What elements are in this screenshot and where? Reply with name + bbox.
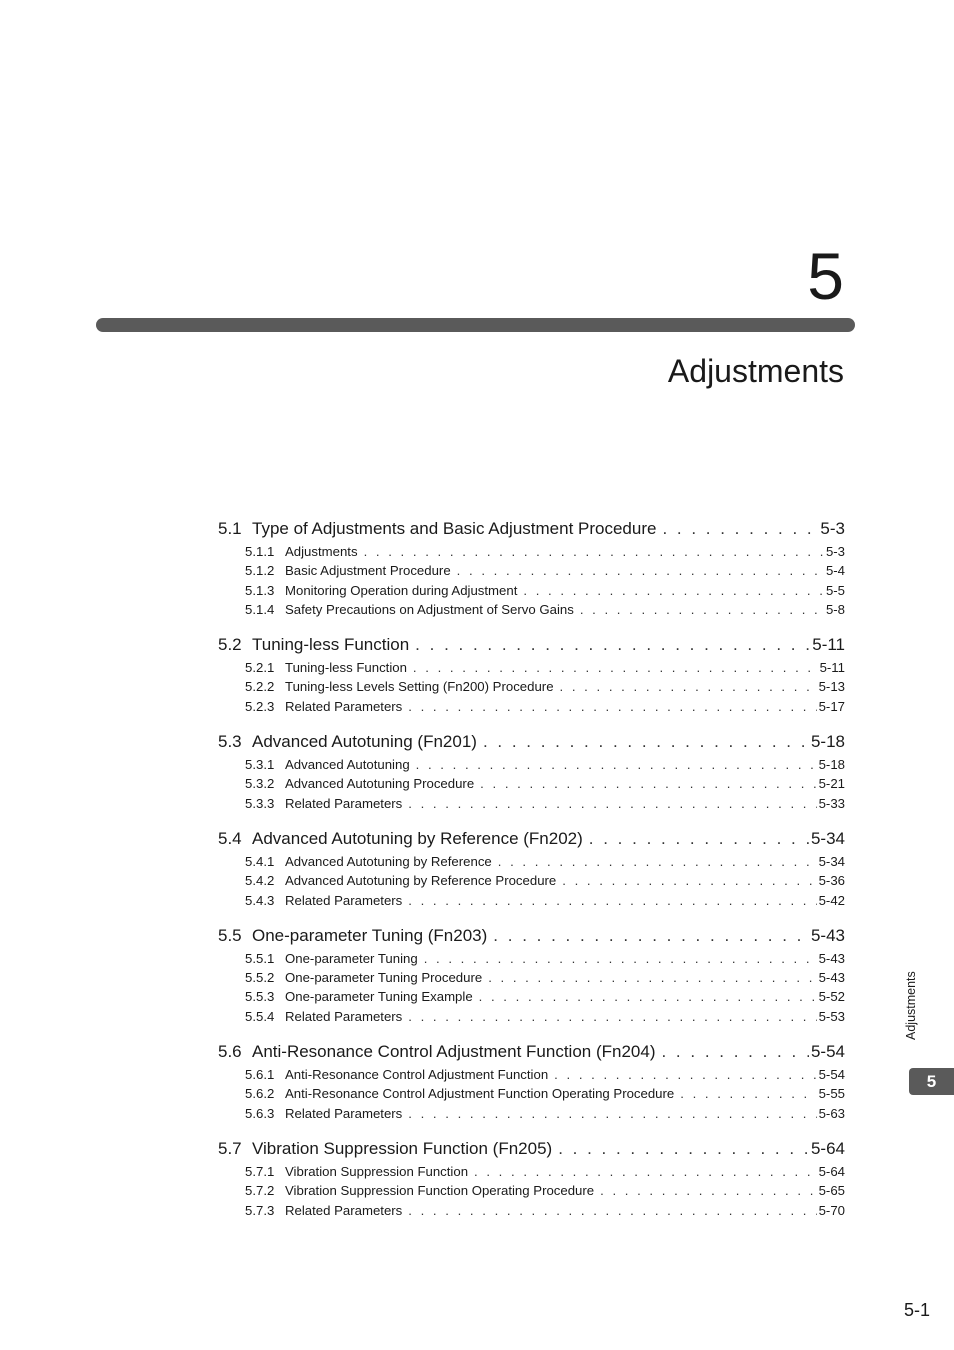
- toc-dot-leader: [408, 1104, 816, 1123]
- toc-subsection-entry[interactable]: [218, 1104, 845, 1123]
- toc-entry-label: Adjustments: [285, 544, 358, 559]
- toc-entry-number: 5.6: [218, 1042, 242, 1062]
- toc-entry-page: 5-43: [818, 970, 845, 986]
- toc-dot-leader: [558, 1135, 809, 1162]
- toc-entry-label: Advanced Autotuning by Reference Procedure: [285, 873, 557, 889]
- toc-entry-label: Advanced Autotuning (Fn201): [252, 732, 477, 752]
- toc-entry-page: 5-8: [825, 601, 845, 617]
- toc-subsection-entry[interactable]: [218, 1162, 845, 1181]
- toc-section: [218, 515, 845, 619]
- toc-entry-label: Related Parameters: [285, 795, 403, 811]
- toc-entry-page: 5-3: [825, 544, 845, 559]
- toc-entry-label: Basic Adjustment Procedure: [285, 563, 451, 579]
- toc-entry-label: Vibration Suppression Function (Fn205): [252, 1138, 553, 1158]
- toc-entry-label: One-parameter Tuning Procedure: [285, 970, 483, 986]
- toc-entry-number: 5.3.2: [245, 776, 275, 792]
- toc-entry-number: 5.3.1: [245, 757, 275, 773]
- toc-subsection-entry[interactable]: [218, 968, 845, 987]
- toc-subsection-entry[interactable]: [218, 891, 845, 910]
- toc-entry-page: 5-18: [810, 732, 845, 752]
- toc-subsection-entry[interactable]: [218, 852, 845, 871]
- toc-entry-page: 5-54: [810, 1042, 845, 1062]
- toc-dot-leader: [416, 755, 817, 774]
- toc-dot-leader: [483, 728, 809, 755]
- toc-entry-number: 5.4.3: [245, 892, 275, 908]
- toc-dot-leader: [364, 542, 824, 561]
- toc-entry-number: 5.6.3: [245, 1105, 275, 1121]
- toc-entry-number: 5.4.2: [245, 873, 275, 889]
- toc-subsection-entry[interactable]: [218, 581, 845, 600]
- toc-subsection-entry[interactable]: [218, 561, 845, 580]
- toc-subsection-entry[interactable]: [218, 755, 845, 774]
- toc-entry-label: Related Parameters: [285, 1105, 403, 1121]
- toc-dot-leader: [589, 825, 809, 852]
- toc-entry-page: 5-54: [818, 1067, 845, 1083]
- toc-entry-page: 5-5: [825, 582, 845, 598]
- toc-dot-leader: [661, 1038, 808, 1065]
- toc-entry-page: 5-43: [810, 925, 845, 945]
- toc-section: [218, 825, 845, 910]
- side-chapter-label: Adjustments: [904, 971, 918, 1040]
- toc-entry-number: 5.6.1: [245, 1067, 275, 1083]
- toc-entry-number: 5.1.4: [245, 601, 275, 617]
- toc-entry-page: 5-17: [818, 698, 845, 714]
- toc-entry-page: 5-11: [819, 660, 845, 676]
- toc-entry-number: 5.2.3: [245, 698, 275, 714]
- toc-entry-label: Anti-Resonance Control Adjustment Function Operating Procedure: [285, 1086, 675, 1102]
- toc-entry-number: 5.2: [218, 635, 242, 655]
- chapter-title: Adjustments: [667, 353, 844, 389]
- toc-entry-page: 5-3: [820, 519, 845, 538]
- toc-dot-leader: [408, 697, 816, 716]
- toc-entry-label: Advanced Autotuning by Reference: [285, 853, 492, 869]
- toc-entry-page: 5-34: [818, 853, 845, 869]
- toc-dot-leader: [560, 677, 817, 696]
- toc-entry-number: 5.7.1: [245, 1163, 275, 1179]
- toc-entry-page: 5-34: [810, 828, 845, 848]
- toc-dot-leader: [680, 1084, 816, 1103]
- toc-entry-number: 5.5.2: [245, 970, 275, 986]
- toc-entry-number: 5.3.3: [245, 795, 275, 811]
- toc-subsection-entry[interactable]: [218, 774, 845, 793]
- toc-dot-leader: [562, 871, 816, 890]
- toc-entry-page: 5-70: [818, 1202, 845, 1218]
- toc-entry-number: 5.3: [218, 732, 242, 752]
- toc-entry-number: 5.7.2: [245, 1183, 275, 1199]
- toc-entry-label: Vibration Suppression Function: [285, 1163, 469, 1179]
- toc-entry-label: Advanced Autotuning by Reference (Fn202): [252, 828, 583, 848]
- toc-subsection-entry[interactable]: [218, 949, 845, 968]
- toc-entry-number: 5.6.2: [245, 1086, 275, 1102]
- toc-entry-page: 5-63: [818, 1105, 845, 1121]
- toc-entry-label: Type of Adjustments and Basic Adjustment Procedure: [252, 519, 657, 538]
- toc-entry-page: 5-55: [818, 1086, 845, 1102]
- toc-section-entry[interactable]: [218, 515, 845, 542]
- toc-section-entry[interactable]: [218, 825, 845, 852]
- toc-dot-leader: [408, 891, 816, 910]
- toc-subsection-entry[interactable]: [218, 1201, 845, 1220]
- toc-entry-number: 5.1.3: [245, 582, 275, 598]
- toc-subsection-entry[interactable]: [218, 542, 845, 561]
- toc-entry-label: Tuning-less Function: [285, 660, 407, 676]
- toc-entry-page: 5-53: [818, 1008, 845, 1024]
- toc-entry-label: One-parameter Tuning (Fn203): [252, 925, 488, 945]
- toc-dot-leader: [408, 1201, 816, 1220]
- toc-dot-leader: [580, 600, 824, 619]
- toc-subsection-entry[interactable]: [218, 1007, 845, 1026]
- toc-entry-label: Advanced Autotuning Procedure: [285, 776, 475, 792]
- toc-entry-page: 5-11: [812, 635, 845, 655]
- side-chapter-tab[interactable]: 5: [909, 1068, 954, 1095]
- toc-entry-number: 5.7: [218, 1138, 242, 1158]
- toc-entry-number: 5.1.1: [245, 544, 275, 559]
- chapter-number: 5: [807, 239, 844, 313]
- toc-entry-label: Advanced Autotuning: [285, 757, 410, 773]
- toc-entry-label: Related Parameters: [285, 1008, 403, 1024]
- toc-entry-number: 5.5.3: [245, 989, 275, 1005]
- toc-dot-leader: [493, 922, 809, 949]
- toc-entry-number: 5.5.4: [245, 1008, 275, 1024]
- toc-entry-number: 5.5: [218, 925, 242, 945]
- page-number: 5-1: [903, 1300, 930, 1320]
- toc-entry-label: Tuning-less Function: [252, 635, 410, 655]
- toc-entry-label: Safety Precautions on Adjustment of Servo Gains: [285, 601, 574, 617]
- toc-entry-label: One-parameter Tuning: [285, 950, 418, 966]
- toc-entry-page: 5-43: [818, 950, 845, 966]
- toc-entry-page: 5-18: [818, 757, 845, 773]
- toc-section-entry[interactable]: [218, 728, 845, 755]
- toc-subsection-entry[interactable]: [218, 1065, 845, 1084]
- toc-entry-page: 5-42: [818, 892, 845, 908]
- toc-entry-page: 5-33: [818, 795, 845, 811]
- toc-dot-leader: [424, 949, 817, 968]
- toc-dot-leader: [415, 631, 810, 658]
- toc-subsection-entry[interactable]: [218, 658, 845, 677]
- toc-dot-leader: [600, 1181, 816, 1200]
- toc-section-entry[interactable]: [218, 1038, 845, 1065]
- toc-dot-leader: [662, 515, 818, 542]
- toc-dot-leader: [480, 774, 816, 793]
- table-of-contents: [218, 515, 845, 1232]
- toc-entry-label: Tuning-less Levels Setting (Fn200) Procedure: [285, 679, 554, 695]
- toc-section: [218, 922, 845, 1026]
- toc-entry-number: 5.4.1: [245, 853, 275, 869]
- toc-section: [218, 631, 845, 716]
- toc-entry-page: 5-65: [818, 1183, 845, 1199]
- toc-section: [218, 1135, 845, 1220]
- chapter-divider-bar: [96, 318, 855, 332]
- toc-dot-leader: [408, 794, 816, 813]
- toc-entry-label: One-parameter Tuning Example: [285, 989, 473, 1005]
- toc-section: [218, 728, 845, 813]
- toc-entry-number: 5.1.2: [245, 563, 275, 579]
- toc-dot-leader: [474, 1162, 817, 1181]
- toc-subsection-entry[interactable]: [218, 987, 845, 1006]
- toc-entry-number: 5.4: [218, 828, 242, 848]
- toc-section: [218, 1038, 845, 1123]
- toc-dot-leader: [498, 852, 817, 871]
- toc-entry-label: Anti-Resonance Control Adjustment Function: [285, 1067, 549, 1083]
- toc-subsection-entry[interactable]: [218, 697, 845, 716]
- toc-subsection-entry[interactable]: [218, 600, 845, 619]
- toc-entry-number: 5.5.1: [245, 950, 275, 966]
- toc-dot-leader: [488, 968, 816, 987]
- toc-entry-page: 5-21: [818, 776, 845, 792]
- toc-entry-number: 5.7.3: [245, 1202, 275, 1218]
- toc-subsection-entry[interactable]: [218, 1084, 845, 1103]
- toc-dot-leader: [554, 1065, 816, 1084]
- toc-entry-number: 5.1: [218, 519, 242, 538]
- toc-subsection-entry[interactable]: [218, 1181, 845, 1200]
- toc-dot-leader: [408, 1007, 816, 1026]
- toc-dot-leader: [479, 987, 817, 1006]
- toc-entry-label: Related Parameters: [285, 1202, 403, 1218]
- toc-dot-leader: [523, 581, 824, 600]
- toc-entry-page: 5-64: [818, 1163, 845, 1179]
- toc-section-entry[interactable]: [218, 922, 845, 949]
- toc-entry-page: 5-4: [825, 563, 845, 579]
- toc-entry-page: 5-13: [818, 679, 845, 695]
- toc-entry-number: 5.2.1: [245, 660, 275, 676]
- toc-entry-label: Monitoring Operation during Adjustment: [285, 582, 518, 598]
- toc-entry-page: 5-64: [810, 1138, 845, 1158]
- toc-entry-label: Anti-Resonance Control Adjustment Function (Fn204): [252, 1042, 656, 1062]
- toc-entry-label: Related Parameters: [285, 698, 403, 714]
- toc-entry-number: 5.2.2: [245, 679, 275, 695]
- toc-dot-leader: [457, 561, 824, 580]
- toc-section-entry[interactable]: [218, 631, 845, 658]
- toc-subsection-entry[interactable]: [218, 794, 845, 813]
- toc-section-entry[interactable]: [218, 1135, 845, 1162]
- toc-entry-label: Vibration Suppression Function Operating Procedure: [285, 1183, 595, 1199]
- toc-dot-leader: [413, 658, 818, 677]
- toc-entry-page: 5-36: [818, 873, 845, 889]
- toc-subsection-entry[interactable]: [218, 677, 845, 696]
- toc-subsection-entry[interactable]: [218, 871, 845, 890]
- toc-entry-page: 5-52: [818, 989, 845, 1005]
- toc-entry-label: Related Parameters: [285, 892, 403, 908]
